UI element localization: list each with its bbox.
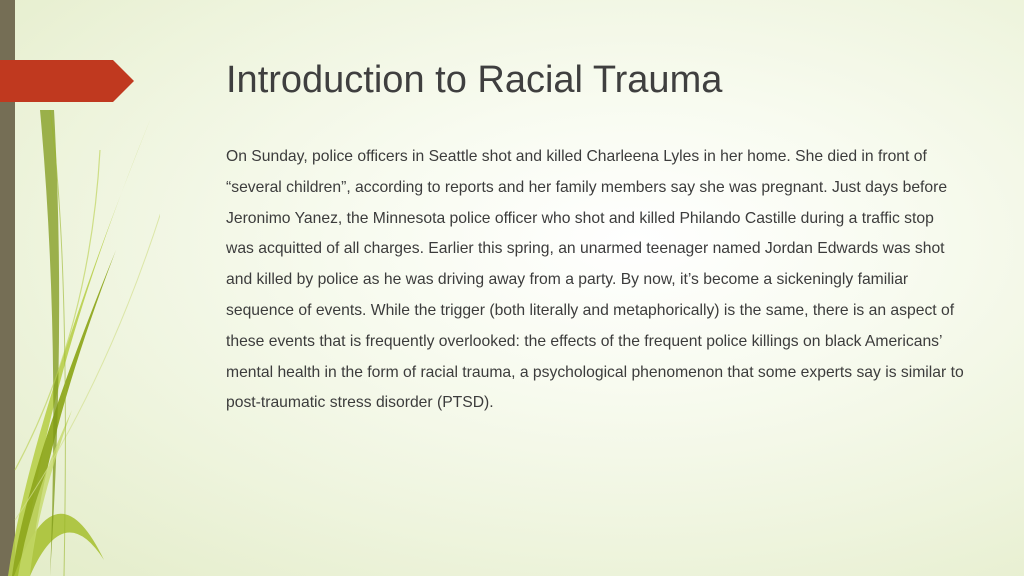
title-marker [0, 60, 134, 102]
slide-body: On Sunday, police officers in Seattle shot and killed Charleena Lyles in her home. She died in front of “several children”, according to reports and her family members say she was pregnant. Just days before Jeronimo Yanez, the Minnesota police officer who shot and killed Philando Castille during a traffic stop was acquitted of all charges. Earlier this spring, an unarmed teenager named Jordan Edwards was shot and killed by police as he was driving away from a party. By now, it’s become a sickeningly familiar sequence of events. While the trigger (both literally and metaphorically) is the same, there is an aspect of these events that is frequently overlooked: the effects of the frequent police killings on black Americans’ mental health in the form of racial trauma, a psychological phenomenon that some experts say is similar to post-traumatic stress disorder (PTSD). [226, 148, 964, 412]
leaf-blade-4 [40, 110, 59, 576]
slide-title: Introduction to Racial Trauma [226, 59, 723, 101]
